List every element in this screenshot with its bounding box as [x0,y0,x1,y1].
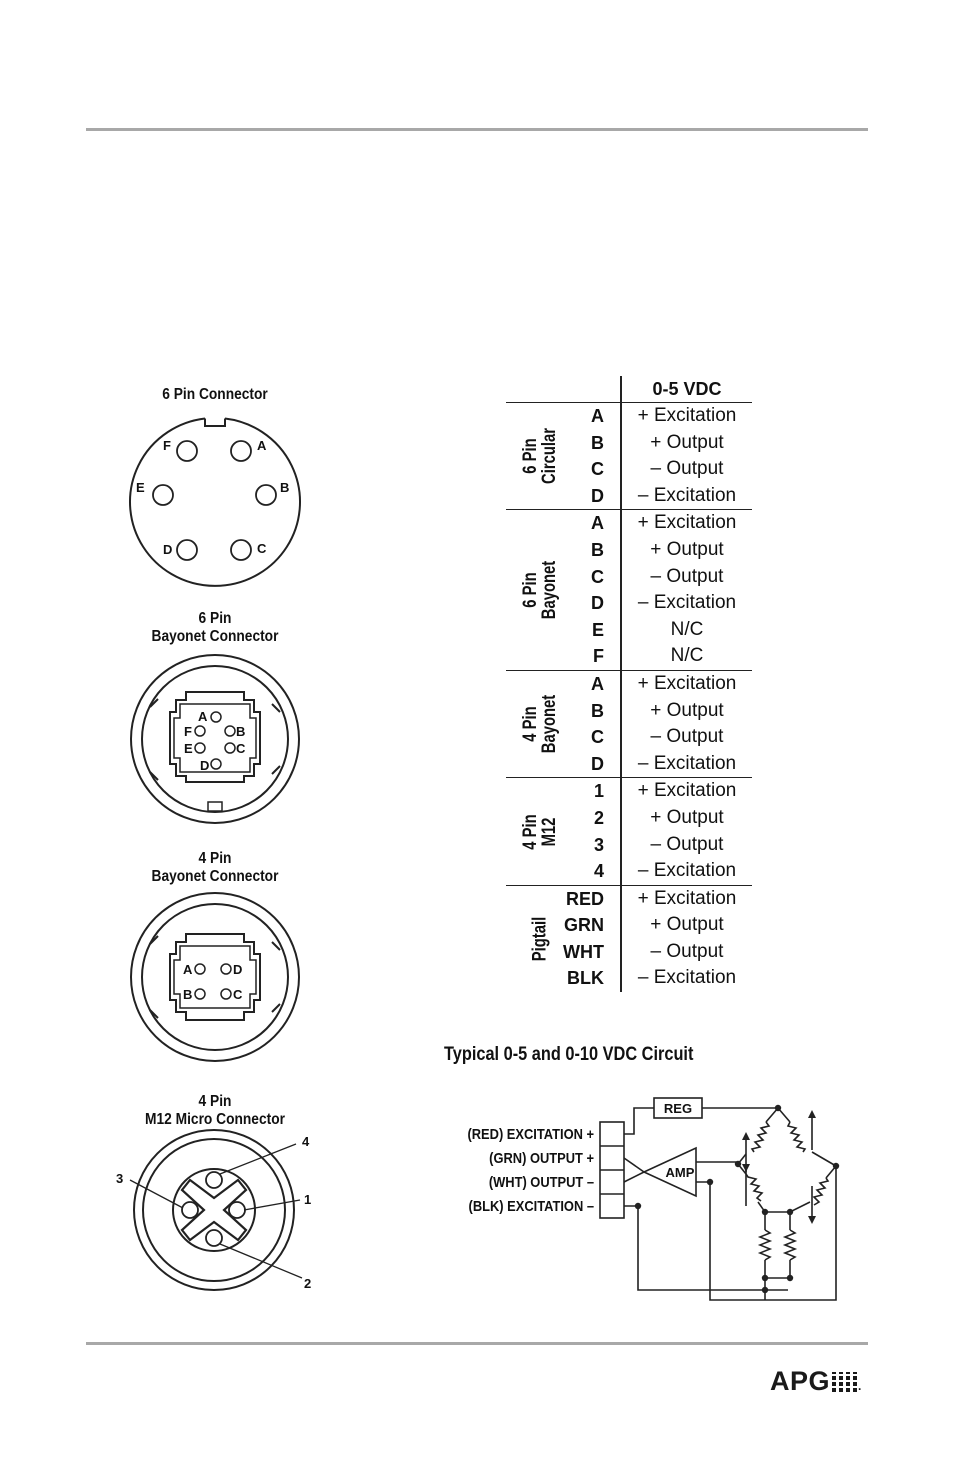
table-row [506,912,752,939]
function-cell: + Output [620,698,752,725]
pin-label-d: D [163,542,173,557]
wire-label-red: (RED) EXCITATION + [467,1125,594,1143]
six-pin-connector-title: 6 Pin Connector [162,386,268,403]
pinout-table-body [506,403,752,992]
pinout-table-header [506,376,752,403]
table-row [506,430,752,457]
function-cell: – Excitation [620,590,752,617]
pin-label-b: B [183,987,193,1002]
pin-group [506,778,752,885]
table-row [506,671,752,698]
header-rule [86,128,868,131]
pin-label-e: E [184,741,193,756]
m12-title-line1: 4 Pin [198,1093,232,1110]
pin-label-d: D [233,962,243,977]
table-row [506,590,752,617]
pin-label-2: 2 [304,1276,312,1291]
pin-d [177,540,197,560]
amp-label: AMP [665,1165,695,1180]
table-row [506,778,752,805]
four-pin-bayonet-title-line2: Bayonet Connector [151,868,279,885]
function-cell: – Excitation [620,965,752,992]
m12-title-line2: M12 Micro Connector [145,1111,285,1128]
pin-cell: A [591,673,604,694]
pin-a [195,964,205,974]
pin-label-a: A [257,438,267,453]
function-cell: – Output [620,832,752,859]
table-row [506,698,752,725]
function-cell: + Output [620,805,752,832]
pin-cell: A [591,406,604,426]
pin-cell: 2 [593,807,604,828]
table-row [506,510,752,537]
pin-group-label-text: Pigtail [529,916,551,962]
pin-c [225,743,235,753]
function-cell: N/C [620,617,752,644]
pin-group-label-text: 4 Pin M12 [520,813,560,850]
function-cell: + Excitation [620,778,752,805]
function-cell: – Output [620,456,752,483]
pin-cell: B [591,700,604,721]
apg-logo-dot: . [858,1379,862,1393]
pin-cell: C [591,459,604,480]
pin-cell: 1 [593,781,604,802]
table-row [506,564,752,591]
pin-label-1: 1 [304,1192,312,1207]
table-row [506,886,752,913]
pin-group-label-text: 6 Pin Circular [520,428,560,485]
pin-label-c: C [233,987,243,1002]
six-pin-bayonet-title [125,610,306,646]
pin-label-b: B [280,480,290,495]
header-cell-voltage: 0-5 VDC [620,376,752,402]
pin-e [195,743,205,753]
apg-logo-text: APG [770,1366,831,1396]
pin-group [506,403,752,510]
pin-group [506,510,752,671]
pin-cell: WHT [563,941,604,962]
pin-cell: E [591,619,604,640]
pin-cell: B [591,539,604,560]
pin-cell: D [591,753,604,774]
function-cell: – Excitation [620,858,752,885]
m12-connector-title [125,1093,306,1129]
table-row [506,858,752,885]
pin-cell: A [591,513,604,534]
reg-label: REG [663,1101,693,1116]
apg-logo [770,1366,862,1397]
six-pin-connector-diagram [120,408,310,588]
function-cell: – Output [620,939,752,966]
pin-cell: F [593,646,604,667]
wire-label-wht: (WHT) OUTPUT – [488,1173,594,1191]
pin-e [153,485,173,505]
pin-cell: C [591,566,604,587]
pin-1 [229,1202,245,1218]
function-cell: – Excitation [620,483,752,510]
function-cell: + Output [620,430,752,457]
pin-label-e: E [136,480,145,495]
function-cell: – Output [620,564,752,591]
table-row [506,483,752,510]
table-row [506,456,752,483]
pin-4 [206,1172,222,1188]
four-pin-bayonet-diagram [120,892,310,1072]
pin-cell: D [591,593,604,614]
pin-cell: 3 [593,834,604,855]
pin-label-b: B [236,724,246,739]
pin-cell: RED [565,888,604,909]
pin-cell: D [591,485,604,506]
pin-d [221,964,231,974]
pin-group-label-text: 4 Pin Bayonet [520,694,560,754]
function-cell: + Excitation [620,510,752,537]
pin-label-d: D [200,758,210,773]
pin-f [177,441,197,461]
pin-b [225,726,235,736]
pin-label-3: 3 [116,1171,124,1186]
function-cell: – Output [620,724,752,751]
pin-3 [182,1202,198,1218]
pin-cell: C [591,727,604,748]
pin-label-f: F [184,724,192,739]
function-cell: + Output [620,537,752,564]
pin-b [256,485,276,505]
wire-label-blk: (BLK) EXCITATION – [468,1197,594,1215]
table-row [506,403,752,430]
pin-cell: B [591,432,604,453]
pin-group-label-text: 6 Pin Bayonet [520,560,560,620]
pin-d [211,759,221,769]
six-pin-bayonet-title-line2: Bayonet Connector [151,628,279,645]
function-cell: + Output [620,912,752,939]
table-row [506,537,752,564]
function-cell: N/C [620,643,752,670]
pin-c [231,540,251,560]
apg-logo-mark [832,1372,858,1392]
pin-cell: BLK [567,968,604,989]
pin-c [221,989,231,999]
pin-label-f: F [163,438,171,453]
table-row [506,643,752,670]
pinout-table [506,376,752,992]
pin-f [195,726,205,736]
function-cell: + Excitation [620,671,752,698]
footer-rule [86,1342,868,1345]
function-cell: – Excitation [620,751,752,778]
table-row [506,832,752,859]
function-cell: + Excitation [620,886,752,913]
pin-group [506,671,752,778]
pin-group [506,886,752,992]
pin-cell: 4 [593,861,604,882]
wire-label-grn: (GRN) OUTPUT + [489,1149,594,1167]
table-row [506,805,752,832]
pin-label-4: 4 [302,1134,310,1149]
table-row [506,965,752,992]
table-row [506,939,752,966]
m12-connector-diagram [110,1128,320,1298]
function-cell: + Excitation [620,403,752,430]
pin-a [231,441,251,461]
circuit-title: Typical 0-5 and 0-10 VDC Circuit [444,1044,694,1065]
pin-label-c: C [257,541,267,556]
pin-cell: GRN [564,915,604,936]
four-pin-bayonet-title-line1: 4 Pin [198,850,232,867]
pin-b [195,989,205,999]
table-row [506,617,752,644]
pin-2 [206,1230,222,1246]
pin-label-a: A [198,709,208,724]
four-pin-bayonet-title [125,850,306,886]
pin-label-a: A [183,962,193,977]
table-row [506,724,752,751]
table-row [506,751,752,778]
pin-label-c: C [236,741,246,756]
six-pin-bayonet-title-line1: 6 Pin [198,610,232,627]
six-pin-bayonet-diagram [120,652,310,832]
circuit-schematic [440,1090,850,1310]
pin-a [211,712,221,722]
